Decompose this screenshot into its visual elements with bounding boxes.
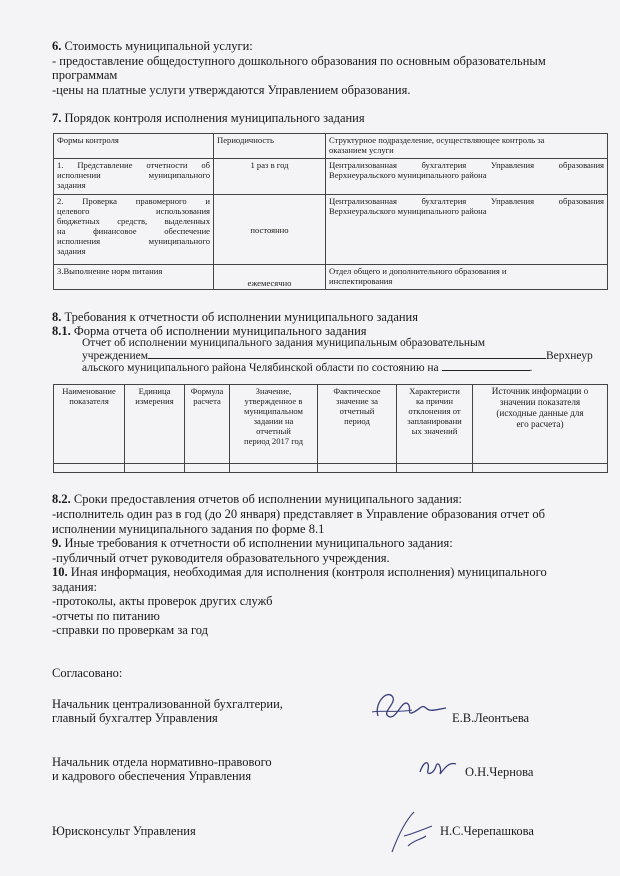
report-table-header (54, 385, 608, 464)
section-7-title: Порядок контроля исполнения муниципального задания (61, 111, 365, 125)
section-7-heading (52, 111, 365, 125)
header-structural-unit-line-1: Структурное подразделение, осуществляющее контроль за (329, 135, 545, 145)
report-header-actual-value (318, 385, 397, 464)
control-table (53, 133, 608, 290)
report-form-institution-label: учреждением (82, 350, 148, 362)
report-header-7-line-3: (исходные данные для (496, 408, 584, 418)
row-3-unit-line-1: Отдел общего и дополнительного образования и (329, 266, 507, 276)
section-8-2-line-2: -исполнитель один раз в год (до 20 января) представляет в Управление образования отчет об (52, 507, 545, 521)
report-header-5-line-4: период (344, 416, 370, 426)
report-header-approved-value (230, 385, 318, 464)
section-6-line-2: программам (52, 68, 118, 82)
report-form-verkhneur: Верхнеур (545, 350, 593, 362)
section-9-heading (52, 536, 453, 550)
report-header-4-line-3: муниципальном (244, 406, 303, 416)
table-row (54, 159, 608, 195)
report-cell (230, 464, 318, 473)
row-2-form-line-6: задания (57, 246, 86, 256)
report-cell (185, 464, 230, 473)
section-8-heading (52, 310, 418, 324)
report-cell (397, 464, 473, 473)
report-header-7-line-2: значении показателя (499, 397, 581, 407)
row-3-unit (326, 265, 608, 290)
section-8-2-line-3: исполнении муниципального задания по форме 8.1 (52, 522, 325, 536)
date-blank-line (442, 370, 530, 371)
row-2-periodicity: постоянно (214, 195, 326, 265)
signatory-1-title-line-1: Начальник централизованной бухгалтерии, (52, 697, 283, 711)
row-3-form: 3.Выполнение норм питания (54, 265, 214, 290)
signatory-3-title: Юрисконсульт Управления (52, 824, 196, 838)
institution-blank-line (148, 358, 546, 359)
section-9-line-2: -публичный отчет руководителя образовательного учреждения. (52, 551, 390, 565)
report-header-2-line-2: измерения (135, 396, 174, 406)
table-row (54, 195, 608, 265)
row-2-unit-line-2: Верхнеуральского муниципального района (329, 206, 487, 216)
section-8-title: Требования к отчетности об исполнении муниципального задания (61, 310, 418, 324)
row-3-periodicity: ежемесячно (214, 265, 326, 290)
report-header-4-line-5: отчетный (256, 426, 291, 436)
row-2-unit-line-1: Централизованная бухгалтерия Управления образования (329, 196, 604, 206)
report-header-6-line-1: Характеристи (409, 386, 460, 396)
row-1-unit-line-1: Централизованная бухгалтерия Управления образования (329, 160, 604, 170)
report-cell (473, 464, 608, 473)
section-8-1-title: Форма отчета об исполнении муниципального задания (70, 324, 367, 338)
row-2-form-line-2: целевого использования (57, 206, 210, 216)
section-10-title: Иная информация, необходимая для исполнения (контроля исполнения) муниципального (67, 565, 547, 579)
section-8-2-number: 8.2. (52, 492, 71, 506)
section-9-title: Иные требования к отчетности об исполнении муниципального задания: (61, 536, 453, 550)
report-header-6-line-2: ка причин (415, 396, 454, 406)
report-header-5-line-2: значение за (336, 396, 378, 406)
report-header-formula (185, 385, 230, 464)
header-structural-unit-line-2: оказанием услуги (329, 145, 394, 155)
report-header-source (473, 385, 608, 464)
report-header-5-line-1: Фактическое (333, 386, 381, 396)
signatory-2-title-line-1: Начальник отдела нормативно-правового (52, 755, 272, 769)
signatory-1-title-line-2: главный бухгалтер Управления (52, 711, 218, 725)
signatory-3-name: Н.С.Черепашкова (440, 824, 534, 838)
report-header-6-line-5: ых значений (411, 426, 458, 436)
report-form-line-3 (82, 362, 532, 375)
report-header-1-line-2: показателя (69, 396, 109, 406)
report-header-5-line-3: отчетный (339, 406, 375, 416)
report-cell (125, 464, 185, 473)
header-forms-of-control: Формы контроля (54, 134, 214, 159)
report-header-4-line-4: задании на (253, 416, 294, 426)
section-8-number: 8. (52, 310, 62, 324)
section-6-line-1: - предоставление общедоступного дошкольного образования по основным образовательным (52, 54, 546, 68)
signatory-2-name: О.Н.Чернова (465, 765, 534, 779)
section-7-number: 7. (52, 111, 62, 125)
section-6-title: Стоимость муниципальной услуги: (61, 39, 253, 53)
report-table (53, 384, 608, 473)
report-header-4-line-1: Значение, (255, 386, 292, 396)
approval-label: Согласовано: (52, 666, 123, 680)
report-header-7-line-1: Источник информации о (491, 386, 589, 396)
row-1-unit-line-2: Верхнеуральского муниципального района (329, 170, 487, 180)
report-header-1-line-1: Наименование (62, 386, 116, 396)
report-form-period: . (529, 362, 533, 374)
row-2-form (54, 195, 214, 265)
report-form-line-1: Отчет об исполнении муниципального задания муниципальным образовательным (82, 337, 486, 349)
section-6-number: 6. (52, 39, 62, 53)
row-1-periodicity: 1 раз в год (214, 159, 326, 195)
control-table-header (54, 134, 608, 159)
report-header-2-line-1: Единица (138, 386, 171, 396)
row-2-form-line-3: бюджетных средств, выделенных (57, 216, 210, 226)
report-cell (318, 464, 397, 473)
row-2-form-line-4: на финансовое обеспечение (57, 226, 210, 236)
row-1-unit (326, 159, 608, 195)
section-8-1-number: 8.1. (52, 324, 71, 338)
signatory-1-name: Е.В.Леонтьева (452, 711, 530, 725)
report-header-deviation (397, 385, 473, 464)
report-header-6-line-3: отклонения от (408, 406, 461, 416)
signature-3-image (384, 806, 440, 858)
section-9-number: 9. (52, 536, 62, 550)
section-10-heading (52, 565, 547, 579)
signature-2-image (416, 752, 462, 782)
section-6-heading (52, 39, 253, 53)
signatory-2-title-line-2: и кадрового обеспечения Управления (52, 769, 252, 783)
report-header-3-line-1: Формула (190, 386, 224, 396)
section-10-line-2: задания: (52, 580, 97, 594)
section-10-line-5: -справки по проверкам за год (52, 623, 209, 637)
report-header-indicator-name (54, 385, 125, 464)
row-1-form (54, 159, 214, 195)
row-1-form-line-1: 1. Представление отчетности об (57, 160, 210, 170)
section-8-2-heading (52, 492, 462, 506)
report-header-6-line-4: запланировани (407, 416, 462, 426)
row-1-form-line-3: задания (57, 180, 86, 190)
table-row (54, 464, 608, 473)
section-10-line-4: -отчеты по питанию (52, 609, 160, 623)
row-1-form-line-2: исполнении муниципального (57, 170, 210, 180)
header-periodicity: Периодичность (214, 134, 326, 159)
report-form-region-text: альского муниципального района Челябинской области по состоянию на (82, 362, 442, 374)
report-header-unit (125, 385, 185, 464)
report-header-3-line-2: расчета (193, 396, 221, 406)
signature-1-image (368, 682, 450, 726)
report-cell (54, 464, 125, 473)
row-3-unit-line-2: инспектирования (329, 276, 393, 286)
row-2-form-line-1: 2. Проверка правомерного и (57, 196, 210, 206)
row-2-form-line-5: исполнения муниципального (57, 236, 210, 246)
report-header-4-line-6: период 2017 год (244, 436, 303, 446)
header-structural-unit (326, 134, 608, 159)
section-6-line-3: -цены на платные услуги утверждаются Управлением образования. (52, 83, 411, 97)
row-2-unit (326, 195, 608, 265)
table-row (54, 265, 608, 290)
report-header-7-line-4: его расчета) (516, 419, 564, 429)
section-8-1-heading (52, 324, 367, 338)
section-8-2-title: Сроки предоставления отчетов об исполнении муниципального задания: (70, 492, 463, 506)
report-header-4-line-2: утвержденное в (244, 396, 303, 406)
section-10-line-3: -протоколы, акты проверок других служб (52, 594, 273, 608)
section-10-number: 10. (52, 565, 68, 579)
